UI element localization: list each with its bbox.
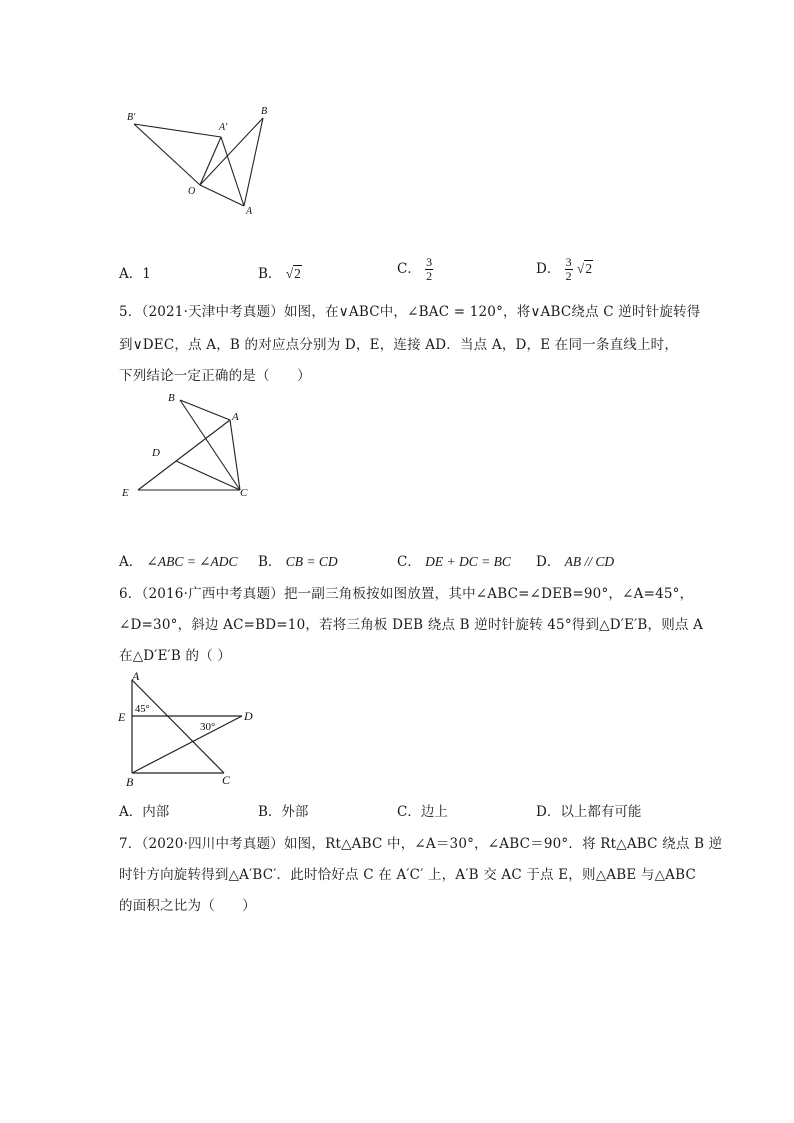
q4-option-b[interactable]: B． √2 (258, 266, 301, 282)
label-A: A (232, 411, 239, 423)
label-D: D (244, 709, 253, 723)
label-A-prime: A′ (219, 122, 228, 133)
q6-figure (116, 668, 256, 788)
q6-option-d[interactable]: D．以上都有可能 (536, 804, 642, 820)
sqrt-symbol: √2 (285, 266, 301, 281)
segment-B-prime-A-prime (134, 124, 221, 137)
q5-option-c[interactable]: C． DE + DC = BC (397, 554, 511, 570)
q5-option-a[interactable]: A． ∠ABC = ∠ADC (119, 554, 238, 570)
q6-options (119, 800, 699, 822)
fraction: $\frac{3}{2}$ (565, 255, 572, 283)
q6-line-3: 在△D′E′B 的（ ） (119, 648, 232, 664)
q5-options (119, 550, 699, 572)
q6-option-c[interactable]: C．边上 (397, 804, 448, 820)
label-angle-45: 45° (135, 704, 150, 715)
q4-options (119, 255, 699, 284)
q5-option-b[interactable]: B． CB = CD (258, 554, 338, 570)
label-B: B (261, 106, 268, 117)
segment-OA (200, 185, 244, 206)
label-E: E (122, 487, 129, 499)
q5-option-d[interactable]: D． AB // CD (536, 554, 615, 570)
label-angle-30: 30° (200, 721, 216, 733)
segment-OB (200, 118, 263, 185)
segment-BD (132, 716, 242, 773)
segment-A-prime-O (200, 137, 221, 185)
label-E: E (118, 710, 126, 724)
q5-line-3: 下列结论一定正确的是（ ） (119, 368, 311, 384)
fraction: $\frac{3}{2}$ (426, 255, 433, 283)
q6-line-2: ∠D=30°，斜边 AC=BD=10，若将三角板 DEB 绕点 B 逆时针旋转 45°得到△D′E′B，则点 A (119, 617, 704, 633)
label-C: C (222, 773, 231, 787)
segment-BA (180, 400, 230, 420)
segment-A-prime-A (221, 137, 244, 206)
label-A: A (132, 669, 140, 683)
label-C: C (240, 487, 248, 499)
segment-BA (244, 118, 263, 206)
segment-OB-prime (134, 124, 200, 185)
label-B: B (168, 392, 175, 404)
q6-option-a[interactable]: A．内部 (119, 804, 170, 820)
label-A: A (246, 206, 253, 217)
segment-AC (230, 420, 240, 490)
q5-figure (118, 386, 258, 502)
q7-line-1: 7．（2020·四川中考真题）如图，Rt△ABC 中，∠A＝30°，∠ABC＝90°．将 Rt△ABC 绕点 B 逆 (119, 836, 723, 852)
q6-line-1: 6．（2016·广西中考真题）把一副三角板按如图放置，其中∠ABC=∠DEB=90°，∠A=45°， (119, 586, 694, 602)
q4-option-d[interactable]: D． $\frac{3}{2}$ √2 (536, 255, 593, 283)
label-O: O (188, 186, 196, 197)
sqrt-symbol: √2 (576, 261, 593, 276)
q7-line-3: 的面积之比为（ ） (119, 898, 256, 914)
label-D: D (152, 447, 160, 459)
q5-line-1: 5．（2021·天津中考真题）如图，在∨ABC中，∠BAC = 120°，将∨ABC绕点 C 逆时针旋转得 (119, 304, 701, 320)
label-B-prime: B′ (127, 112, 136, 123)
q7-line-2: 时针方向旋转得到△A′BC′．此时恰好点 C 在 A′C′ 上，A′B 交 AC 于点 E，则△ABE 与△ABC (119, 867, 697, 883)
q5-line-2: 到∨DEC，点 A，B 的对应点分别为 D，E，连接 AD．当点 A，D，E 在同一条直线上时， (119, 337, 679, 353)
q4-option-c[interactable]: C． $\frac{3}{2}$ (397, 255, 433, 283)
q6-option-b[interactable]: B．外部 (258, 804, 309, 820)
label-B: B (126, 775, 134, 788)
q4-figure (120, 100, 280, 220)
q4-option-a[interactable]: A．1 (119, 266, 151, 282)
